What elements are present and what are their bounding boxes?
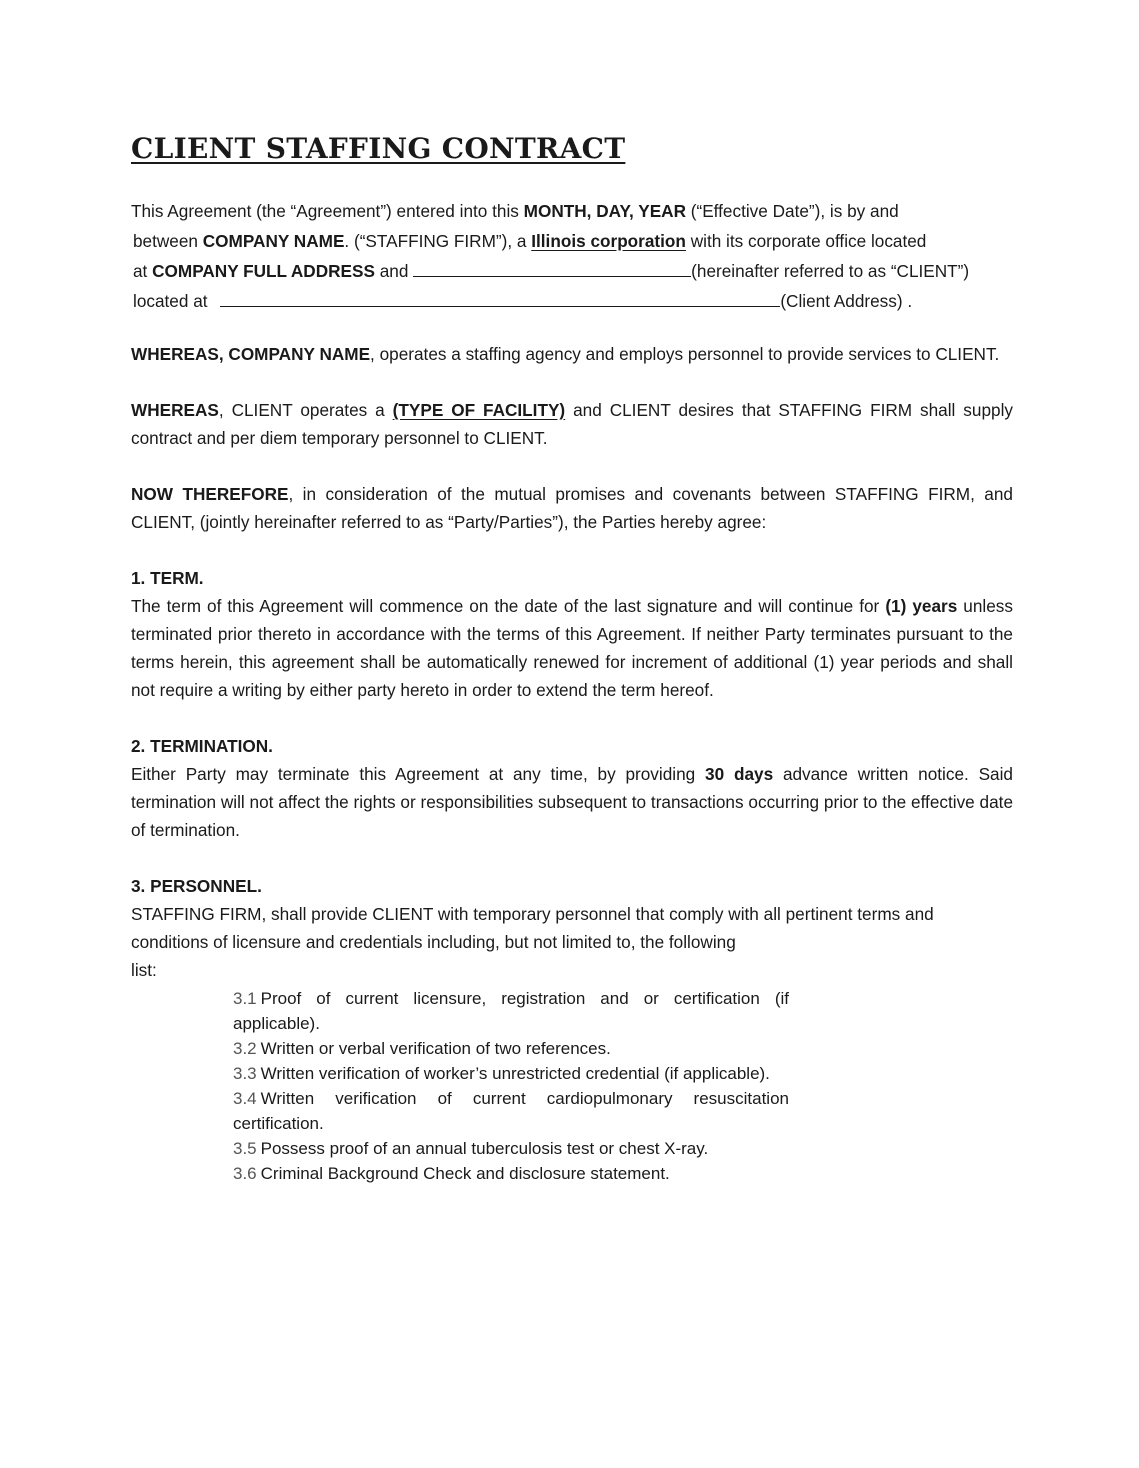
now-therefore-paragraph — [131, 480, 1013, 536]
list-item — [233, 1086, 789, 1136]
intro-line-4 — [131, 286, 1013, 316]
requirements-list — [233, 986, 789, 1186]
term-text: unless terminated prior thereto in accordance with the terms of this Agreement. If neither Party terminates pursuant to the terms herein, this agreement shall be automatically renewed for increment of additional (1) year periods and shall not require a writing by either party hereto in order to extend the term hereof. — [131, 596, 1013, 700]
intro-line-1 — [131, 196, 1013, 226]
client-address-blank[interactable] — [220, 290, 780, 307]
company-name-placeholder: COMPANY NAME — [202, 231, 345, 251]
section-heading: 3. PERSONNEL. — [131, 876, 262, 896]
whereas-paragraph-1 — [131, 340, 1013, 368]
list-item — [233, 1136, 789, 1161]
company-address-placeholder: COMPANY FULL ADDRESS — [152, 261, 375, 281]
client-name-blank[interactable] — [413, 260, 691, 277]
list-item-number: 3.1 — [233, 989, 257, 1008]
list-item-number: 3.6 — [233, 1164, 257, 1183]
section-body — [131, 900, 1013, 984]
section-termination — [131, 732, 1013, 844]
notice-period: 30 days — [705, 764, 774, 784]
personnel-line: conditions of licensure and credentials including, but not limited to, the following — [131, 932, 736, 952]
intro-text: between — [133, 231, 203, 251]
list-item-text: Written verification of worker’s unrestricted credential (if applicable). — [260, 1064, 770, 1083]
term-text: The term of this Agreement will commence on the date of the last signature and will continue for — [131, 596, 886, 616]
corporation-state: Illinois corporation — [531, 231, 686, 251]
whereas-paragraph-2 — [131, 396, 1013, 452]
intro-text: (Client Address) . — [780, 291, 913, 311]
whereas-lead: WHEREAS, COMPANY NAME — [131, 344, 371, 364]
list-item-number: 3.4 — [233, 1089, 257, 1108]
intro-paragraph — [131, 196, 1013, 316]
list-item-number: 3.2 — [233, 1039, 257, 1058]
section-personnel — [131, 872, 1013, 1186]
intro-line-2 — [131, 226, 1013, 256]
list-item — [233, 986, 789, 1036]
intro-text: located at — [133, 291, 213, 311]
list-item-text: Criminal Background Check and disclosure statement. — [260, 1164, 670, 1183]
whereas-text: , CLIENT operates a — [218, 400, 393, 420]
list-item-text: Possess proof of an annual tuberculosis test or chest X-ray. — [260, 1139, 709, 1158]
intro-text: . (“STAFFING FIRM”), a — [344, 231, 532, 251]
whereas-text: , operates a staffing agency and employs personnel to provide services to CLIENT. — [370, 344, 1000, 364]
personnel-line: list: — [131, 960, 157, 980]
list-item-text: Written or verbal verification of two references. — [260, 1039, 611, 1058]
term-duration: (1) years — [885, 596, 958, 616]
intro-text: at — [133, 261, 153, 281]
intro-text: (“Effective Date”), is by and — [686, 201, 899, 221]
intro-line-3 — [131, 256, 1013, 286]
section-heading: 1. TERM. — [131, 568, 204, 588]
termination-text: Either Party may terminate this Agreement at any time, by providing — [131, 764, 706, 784]
list-item — [233, 1161, 789, 1186]
intro-text: with its corporate office located — [685, 231, 927, 251]
list-item-text: Proof of current licensure, registration and or certification (if applicable). — [233, 989, 789, 1033]
document-title: CLIENT STAFFING CONTRACT — [131, 132, 626, 165]
now-therefore-text: , in consideration of the mutual promises and covenants between STAFFING FIRM, and CLIENT, (jointly hereinafter referred to as “Party/Parties”), the Parties hereby agree: — [131, 484, 1013, 532]
document-page — [131, 130, 1013, 1214]
now-therefore-lead: NOW THEREFORE — [131, 484, 289, 504]
list-item-text: Written verification of current cardiopulmonary resuscitation certification. — [233, 1089, 789, 1133]
list-item — [233, 1036, 789, 1061]
section-term — [131, 564, 1013, 704]
effective-date-placeholder: MONTH, DAY, YEAR — [523, 201, 686, 221]
personnel-line: STAFFING FIRM, shall provide CLIENT with temporary personnel that comply with all pertinent terms and — [131, 904, 934, 924]
intro-text: (hereinafter referred to as “CLIENT”) — [691, 261, 970, 281]
whereas-text: and CLIENT desires that STAFFING FIRM shall supply contract and per diem temporary personnel to CLIENT. — [131, 400, 1013, 448]
intro-text: This Agreement (the “Agreement”) entered into this — [131, 201, 524, 221]
intro-text: and — [374, 261, 414, 281]
list-item — [233, 1061, 789, 1086]
facility-type-placeholder: (TYPE OF FACILITY) — [392, 400, 566, 420]
section-body — [131, 592, 1013, 704]
list-item-number: 3.3 — [233, 1064, 257, 1083]
whereas-lead: WHEREAS — [131, 400, 219, 420]
termination-text: advance written notice. Said termination will not affect the rights or responsibilities subsequent to transactions occurring prior to the effective date of termination. — [131, 764, 1013, 840]
section-heading: 2. TERMINATION. — [131, 736, 273, 756]
section-body — [131, 760, 1013, 844]
list-item-number: 3.5 — [233, 1139, 257, 1158]
